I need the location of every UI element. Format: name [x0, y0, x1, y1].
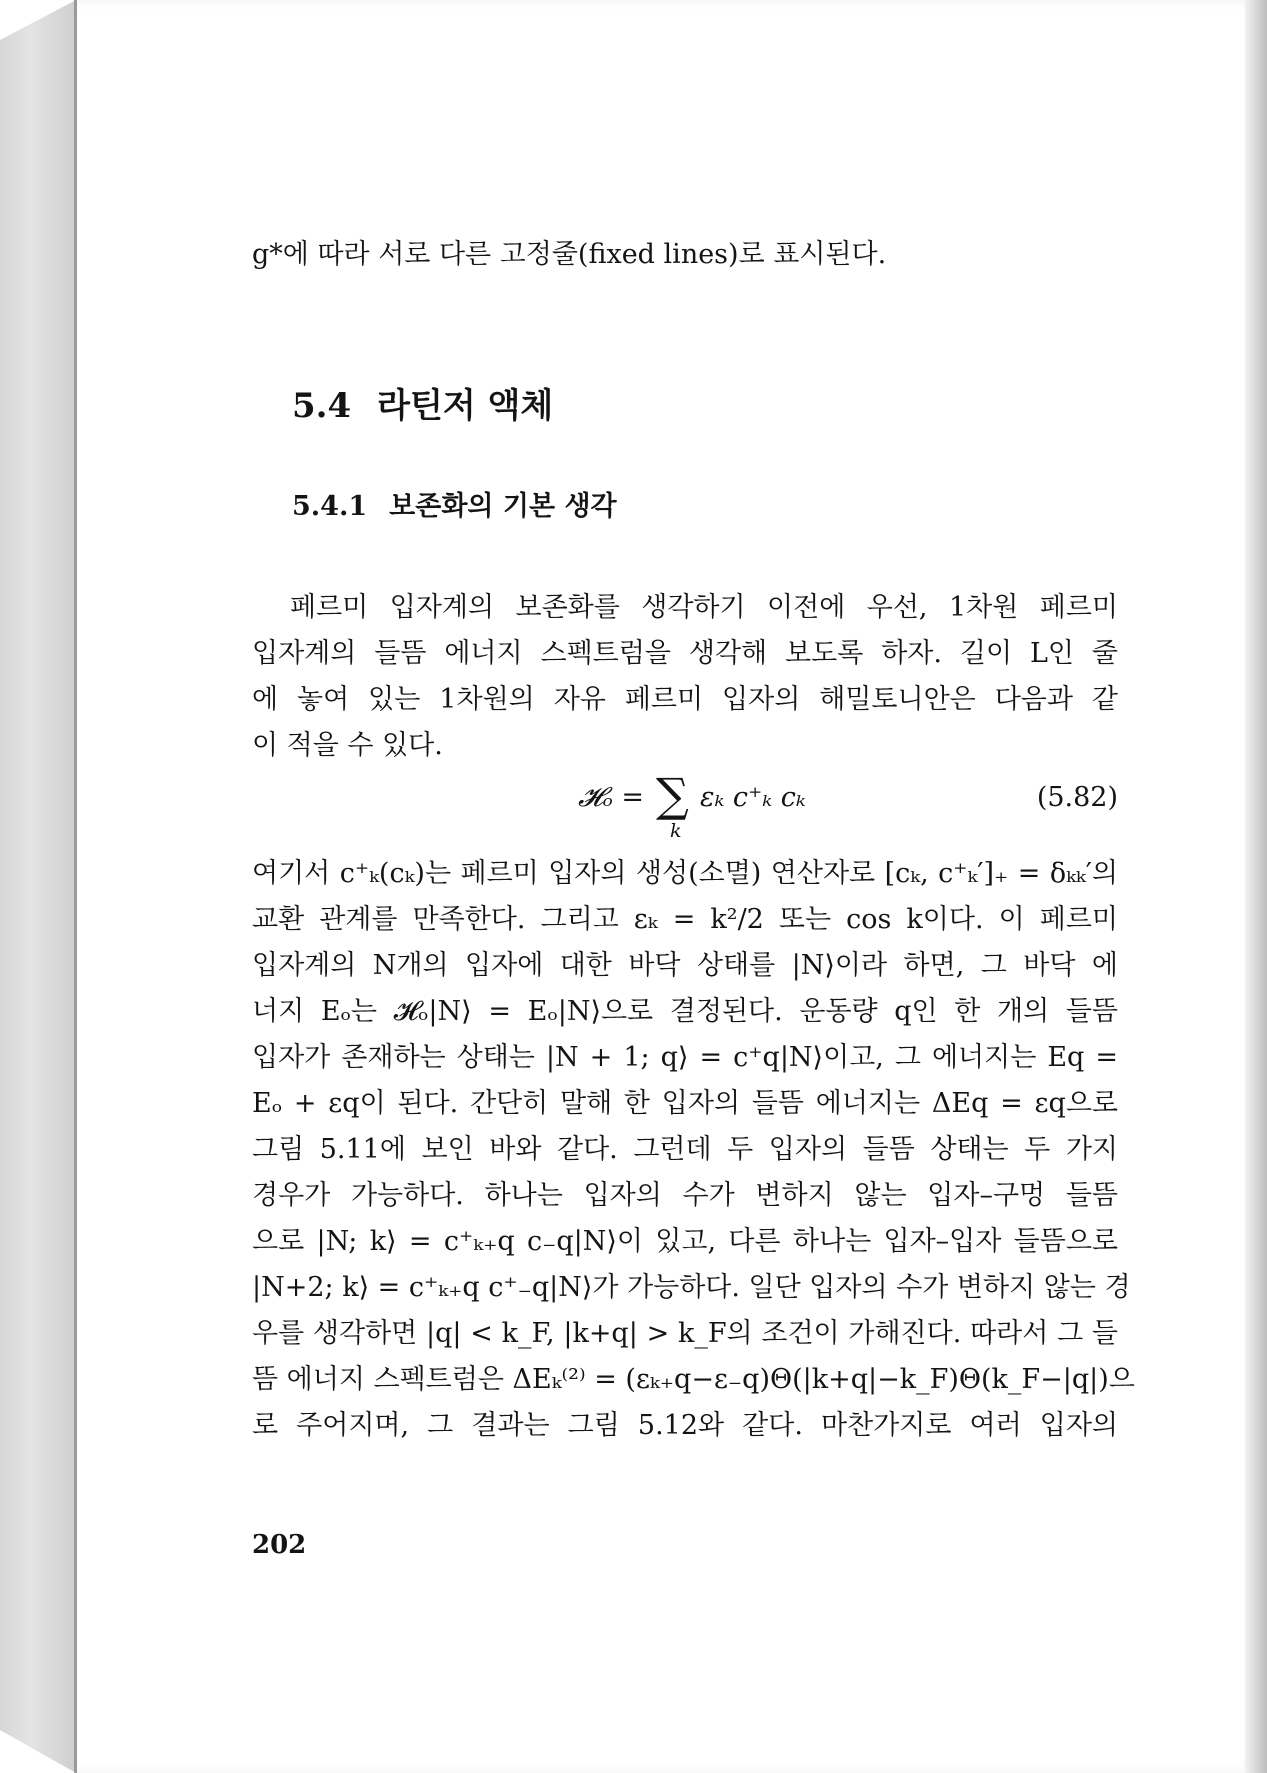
- paragraph-line: 에 놓여 있는 1차원의 자유 페르미 입자의 해밀토니안은 다음과 같: [252, 684, 1118, 715]
- intro-line: g*에 따라 서로 다른 고정줄(fixed lines)로 표시된다.: [252, 239, 887, 270]
- section-title: 라틴저 액체: [377, 386, 554, 426]
- paragraph-line: 페르미 입자계의 보존화를 생각하기 이전에 우선, 1차원 페르미: [290, 592, 1118, 623]
- book-spine: [0, 0, 76, 1773]
- section-heading: [292, 378, 553, 427]
- paragraph-line: 입자가 존재하는 상태는 |N + 1; q⟩ = c⁺q|N⟩이고, 그 에너지는 Eq =: [252, 1042, 1118, 1073]
- paragraph-line: 이 적을 수 있다.: [252, 730, 443, 761]
- summation-index: k: [670, 820, 682, 842]
- paragraph-line: 경우가 가능하다. 하나는 입자의 수가 변하지 않는 입자–구멍 들뜸: [252, 1180, 1118, 1211]
- summation-symbol: ∑: [656, 768, 689, 822]
- equation-5-82: [578, 770, 1118, 840]
- paragraph-line: 여기서 c⁺ₖ(cₖ)는 페르미 입자의 생성(소멸) 연산자로 [cₖ, c⁺ₖ′]₊ = δₖₖ′의: [252, 858, 1118, 889]
- page-number: 202: [252, 1530, 307, 1560]
- section-number: 5.4: [292, 386, 352, 426]
- equation-rhs: εₖ c⁺ₖ cₖ: [700, 782, 806, 813]
- subsection-number: 5.4.1: [292, 491, 368, 522]
- paragraph-line: |N+2; k⟩ = c⁺ₖ₊q c⁺₋q|N⟩가 가능하다. 일단 입자의 수가 변하지 않는 경: [252, 1272, 1131, 1303]
- subsection-title: 보존화의 기본 생각: [389, 491, 617, 522]
- page-right-edge: [1245, 0, 1267, 1773]
- paragraph-line: Eₒ + εq이 된다. 간단히 말해 한 입자의 들뜸 에너지는 ΔEq = εq으로: [252, 1088, 1118, 1119]
- equation-number: (5.82): [1036, 782, 1118, 813]
- paragraph-line: 뜸 에너지 스펙트럼은 ΔEₖ⁽²⁾ = (εₖ₊q−ε₋q)Θ(|k+q|−k_F)Θ(k_F−|q|)으: [252, 1364, 1135, 1395]
- paragraph-line: 우를 생각하면 |q| < k_F, |k+q| > k_F의 조건이 가해진다. 따라서 그 들: [252, 1318, 1118, 1349]
- paragraph-line: 으로 |N; k⟩ = c⁺ₖ₊q c₋q|N⟩이 있고, 다른 하나는 입자–입자 들뜸으로: [252, 1226, 1118, 1257]
- subsection-heading: [292, 484, 617, 523]
- paragraph-line: 로 주어지며, 그 결과는 그림 5.12와 같다. 마찬가지로 여러 입자의: [252, 1410, 1118, 1441]
- paragraph-line: 너지 Eₒ는 𝓗ₒ|N⟩ = Eₒ|N⟩으로 결정된다. 운동량 q인 한 개의 들뜸: [252, 996, 1118, 1027]
- equation-lhs: 𝓗ₒ =: [578, 782, 644, 813]
- paragraph-line: 입자계의 들뜸 에너지 스펙트럼을 생각해 보도록 하자. 길이 L인 줄: [252, 638, 1118, 669]
- paragraph-line: 그림 5.11에 보인 바와 같다. 그런데 두 입자의 들뜸 상태는 두 가지: [252, 1134, 1118, 1165]
- paragraph-line: 교환 관계를 만족한다. 그리고 εₖ = k²/2 또는 cos k이다. 이 페르미: [252, 904, 1118, 935]
- paragraph-line: 입자계의 N개의 입자에 대한 바닥 상태를 |N⟩이라 하면, 그 바닥 에: [252, 950, 1118, 981]
